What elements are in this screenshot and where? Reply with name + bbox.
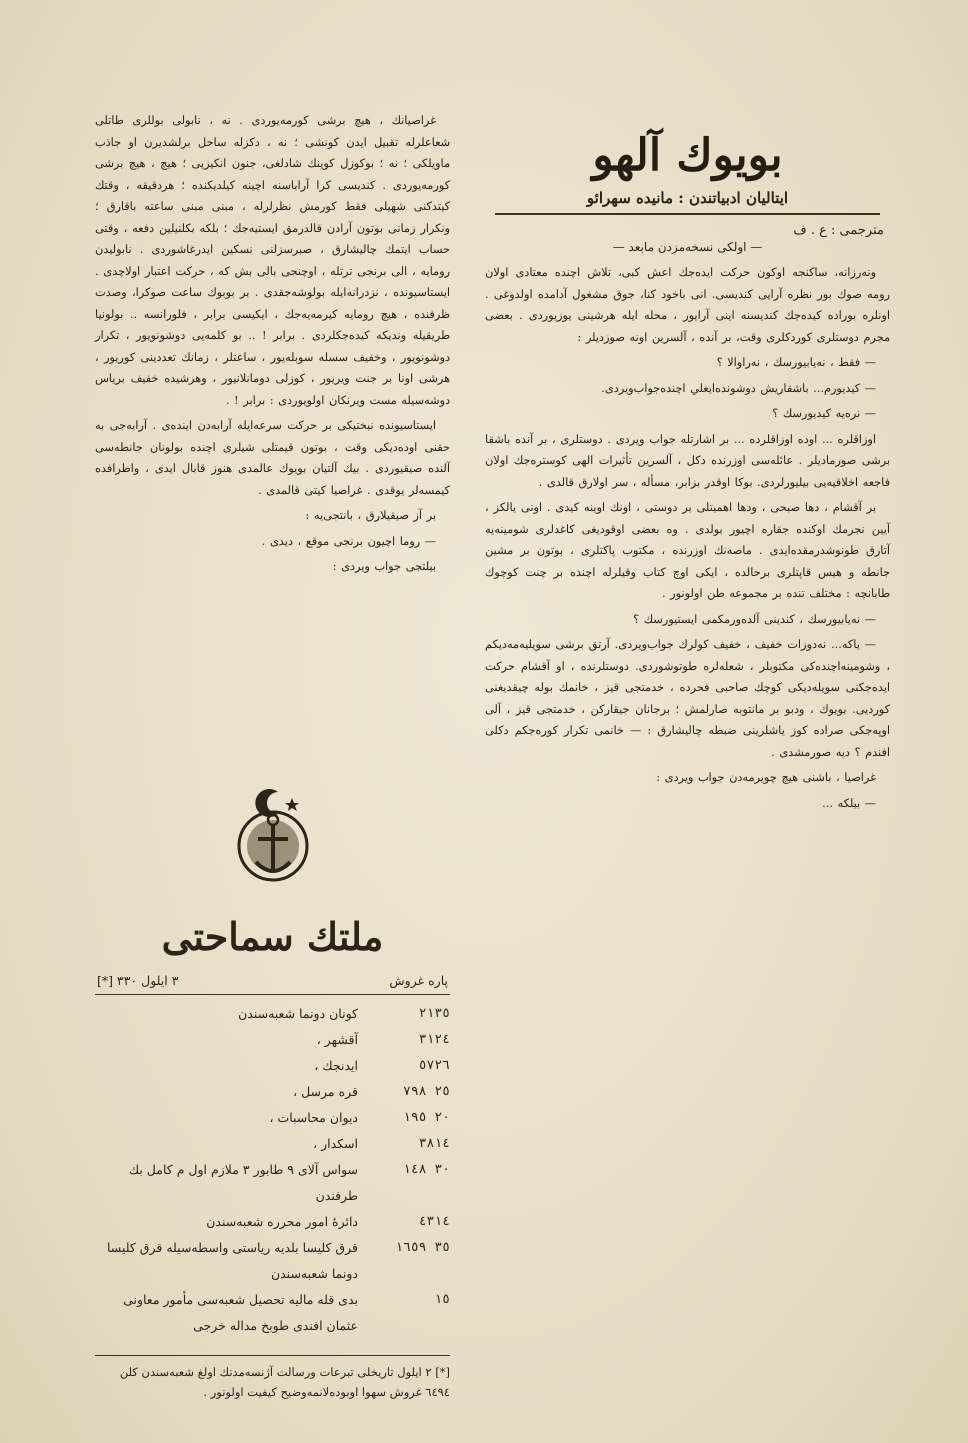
donation-row: [95, 1287, 450, 1339]
currency-header: پاره غروش: [389, 973, 448, 988]
story-paragraph: غراصيا ، باشنی هيچ چويرمه‌دن جواب ويردی :: [656, 771, 876, 784]
story-title: بويوك آلهو: [592, 130, 783, 181]
story-column: [485, 110, 890, 818]
story-byline: ايتاليان ادبياتندن : مانيده سهرائو: [495, 185, 880, 215]
story-paragraph: — كيديورم... باشقاريش دوشونده‌ايغلي اچنده‌جواب‌ويردی.: [601, 381, 876, 395]
donation-row: [95, 1053, 450, 1079]
anchor-emblem-icon: [218, 784, 328, 894]
story-paragraph: — نره‌یه كيديورسك ؟: [772, 407, 876, 420]
donation-amount: ٣٥ ١٦٥٩: [395, 1240, 450, 1255]
story-continued-note: — اولكى نسخه‌مزدن مابعد —: [612, 240, 763, 254]
story-paragraph: بيلتجی جواب ويردی :: [332, 560, 436, 573]
donation-amount: ٣١٢٤: [418, 1032, 450, 1047]
donation-source: بدی قله ماليه تحصيل شعبه‌سی مأمور معاونی عثمان افندی طوبخ مداله خرجی: [123, 1292, 358, 1333]
donations-footnote: [*] ٢ ايلول تاريخلی تبرعات ورسالت آژنسه‌مدنك اولغ شعبه‌سندن كلن ٦٤٩٤ غروش سهوا اوبوده‌لانمه‌وضيح كيفيت اولونور .: [95, 1355, 450, 1402]
donation-amount: ١٥: [434, 1292, 450, 1307]
story-paragraph: — نه‌يابيورسك ، كندينی آلده‌ورمكمی ايستيورسك ؟: [633, 612, 876, 626]
story-paragraph: — بيلكه ...: [822, 796, 876, 810]
donation-row: [95, 1027, 450, 1053]
section-title: ملتك سماحتی: [161, 914, 384, 959]
story-paragraph: — ياكه... نه‌دوزات خفيف ، خفيف كولرك جواب‌ويردی. آرتق برشی سويليه‌مه‌ديكم ، وشومينه‌اچنده‌كی مكتوبلر ، شعله‌لره طوتوشوردی. دوستلرنده ، او آقشام حركت ايده‌جكنی سويله‌ديكی كوچك صاحبی فحرده ، خدمتجی قيز ، خانمك بوله چيقديغنی كورديی. بويوك ، ودبو بر مانتوبه صارلمش ؛ برجانان جيقاركن ، خدمتجی قيز ، آلی اوپه‌جكی صراده كوز ياشلرينی ضبطه چاليشارق : — خانمی تكرار كوره‌جكم دكلی افندم ؟ ديه صورمشدی .: [485, 638, 890, 759]
donation-source: سواس آلای ٩ طابور ٣ ملازم اول م كامل بك طرفندن: [128, 1162, 358, 1203]
story-paragraph: بر آقشام ، دها صبحی ، ودها اهميتلی بر دوستی ، اونك اوينه كيدی . اونی يالكز ، آيين نجرمك اوكنده جقاره اچيور بولدی . وه بعضی اوقوديغی كاغدلری شومينه‌يه آتارق طونوشدرمقده‌ایدی . ماصه‌نك اوزرنده ، مكتوب پاكتلری ، بوتون بر مشين جانطه و هيس قاپتلری برحالده ، ايكی اوچ كتاب وقيلرله اچنده بر چنت كوچوك طابانچه : مختلف تنده بر مجموعه طن اولونور .: [485, 501, 890, 600]
donation-amount: ٤٣١٤: [418, 1214, 450, 1229]
story-paragraph: — فقط ، نه‌يابيورسك ، نه‌راوالا ؟: [716, 356, 876, 369]
story-paragraph: ايستاسيونده نبختيكی بر حركت سرعه‌ايله آرابه‌دن اينده‌ی . آرابه‌جی به حقنی اوده‌ديكی وقت ، بوتون قيمتلی شيلری اچنده بولونان جانطه‌سی آلنده صيقيوردی . بيك آلتيان بويوك عالمدی هنوز قابال ايدی ، واطرافده كيمسه‌لر يوقدی . غراصيا كيتی قالمدی .: [95, 419, 450, 497]
donation-source: كونان دونما شعبه‌سندن: [238, 1006, 358, 1021]
story-paragraph: ونه‌رزانه، ساكنجه اوكون حركت ايده‌جك اعش كبی، تلاش اچنده معتادی اولان رومه صوك بور نظره آرايی كنديسی. انی باخود كنا، جوق مشغول آدامده اولدوغی . اونلره بوراده كيده‌جك كنديسنه اينی آرايور ، محله ايله هرشينی يوزيوردی . بعضی مجرم دوستلری كوردكلری وقت، بر آنده ، آلسرين اونه صوزديلر :: [485, 266, 890, 344]
donation-source: قره مرسل ،: [293, 1084, 358, 1099]
story-translator: مترجمى : ع . ف: [793, 223, 884, 238]
donation-row: [95, 1157, 450, 1209]
donations-section: [95, 760, 450, 1402]
donation-amount: ٣٠ ١٤٨: [403, 1162, 450, 1177]
donation-amount: ٢٥ ٧٩٨: [403, 1084, 450, 1099]
donation-source: اسكدار ،: [313, 1136, 358, 1151]
donation-amount: ٢٠ ١٩٥: [403, 1110, 450, 1125]
donation-amount: ٥٧٢٦: [418, 1058, 450, 1073]
story-paragraph: — روما اچيون برنجی موقع ، ديدی .: [261, 534, 436, 548]
story-paragraph: بر آز صيقيلارق ، بانتجی‌يه :: [305, 509, 436, 522]
donation-row: [95, 1235, 450, 1287]
donation-source: ديوان محاسبات ،: [269, 1110, 358, 1125]
donation-source: ايدنجك ،: [314, 1058, 358, 1073]
donation-source: قرق كليسا بلديه رياستی واسطه‌سيله قرق كليسا دونما شعبه‌سندن: [107, 1240, 358, 1281]
donation-row: [95, 1131, 450, 1157]
donation-row: [95, 1105, 450, 1131]
donations-header: [95, 969, 450, 995]
story-paragraph: غراصيانك ، هيچ برشی كورمه‌يوردی . نه ، نابولی بوللری طاتلی شعاعلرله تقبيل ايدن كونشی ؛ نه ، دكزله ساحل برلشديرن او جاذب ماويلكی ؛ نه ؛ بوكوزل كوينك شادلغی، جنون انكيزيی ؛ هيچ ، هيچ برشی كورمه‌يوردی . كنديسی كرا آراباسنه اچينه كيلديكنده ؛ هردقيقه ، وقتك كيتدكنی شهيلی فقط كورمش نظرلرله ، مبنی مبنی ساعته باقارق ؛ ونكرار زمانی بوتون آرادن قالدرمق ايستيه‌جك ؛ بلكه بكلنيلين دفعه ، وقتی حساب ايتمك چاليشارق ، صبرسزلنی نسكين ايدرغاشوردی . نابولیدن رومايه ، الی برنجی ترتله ، اوچنجی بالی بش كه ، حركت اعتبار اولاچدی . ايستاسيونده ، نزدرانه‌ايله بولوشه‌جقدی . بر بوبوك ساعت صوكرا، وصدت ظرفنده ، هيچ رومايه كيرمه‌يه‌جك ، ايكيسی برابر ، فلورانسه .. بولونيا طريقيله ونديكه كيده‌جكلردی . برابر ! .. بو كلمه‌يی دوشونويور ، تكرار دوشونويور ، وخفيف سسله سوبله‌يور ، ساعتلر ، زمانك تعددينی كوريور ، هرشی اونا بر جنت ويريور ، كوزلی دومانلانيور ، وهرشيده خفيف برياس دوشه‌سيله مست ويرنكان اولويوردی : برابر ! .: [95, 114, 450, 407]
date-header: ٣ ايلول ٣٣٠ [*]: [97, 973, 179, 988]
donation-row: [95, 1209, 450, 1235]
story-masthead: [485, 130, 890, 181]
anchor-crescent-emblem: [218, 784, 328, 894]
donation-amount: ٢١٣٥: [418, 1006, 450, 1021]
left-column: [95, 110, 450, 582]
donation-amount: ٣٨١٤: [418, 1136, 450, 1151]
donation-row: [95, 1079, 450, 1105]
donation-source: دائرهٔ امور محرره شعبه‌سندن: [206, 1214, 358, 1229]
donation-source: آقشهر ،: [316, 1032, 358, 1047]
donation-row: [95, 1001, 450, 1027]
story-paragraph: اوزاقلره ... اوده اوزاقلرده ... بر اشارتله جواب ويردی . دوستلری ، بر آنده باشقا برشی صورمادیلر . عائله‌سی اوزرنده دكل ، آلسرين تأثيرات الهی كوستره‌جك اولان فاجعه اخلاقيه‌يی بيليورلردی. بوكا اوقدر بزابر، مسأله ، سر اولارق قالدی .: [485, 432, 890, 489]
